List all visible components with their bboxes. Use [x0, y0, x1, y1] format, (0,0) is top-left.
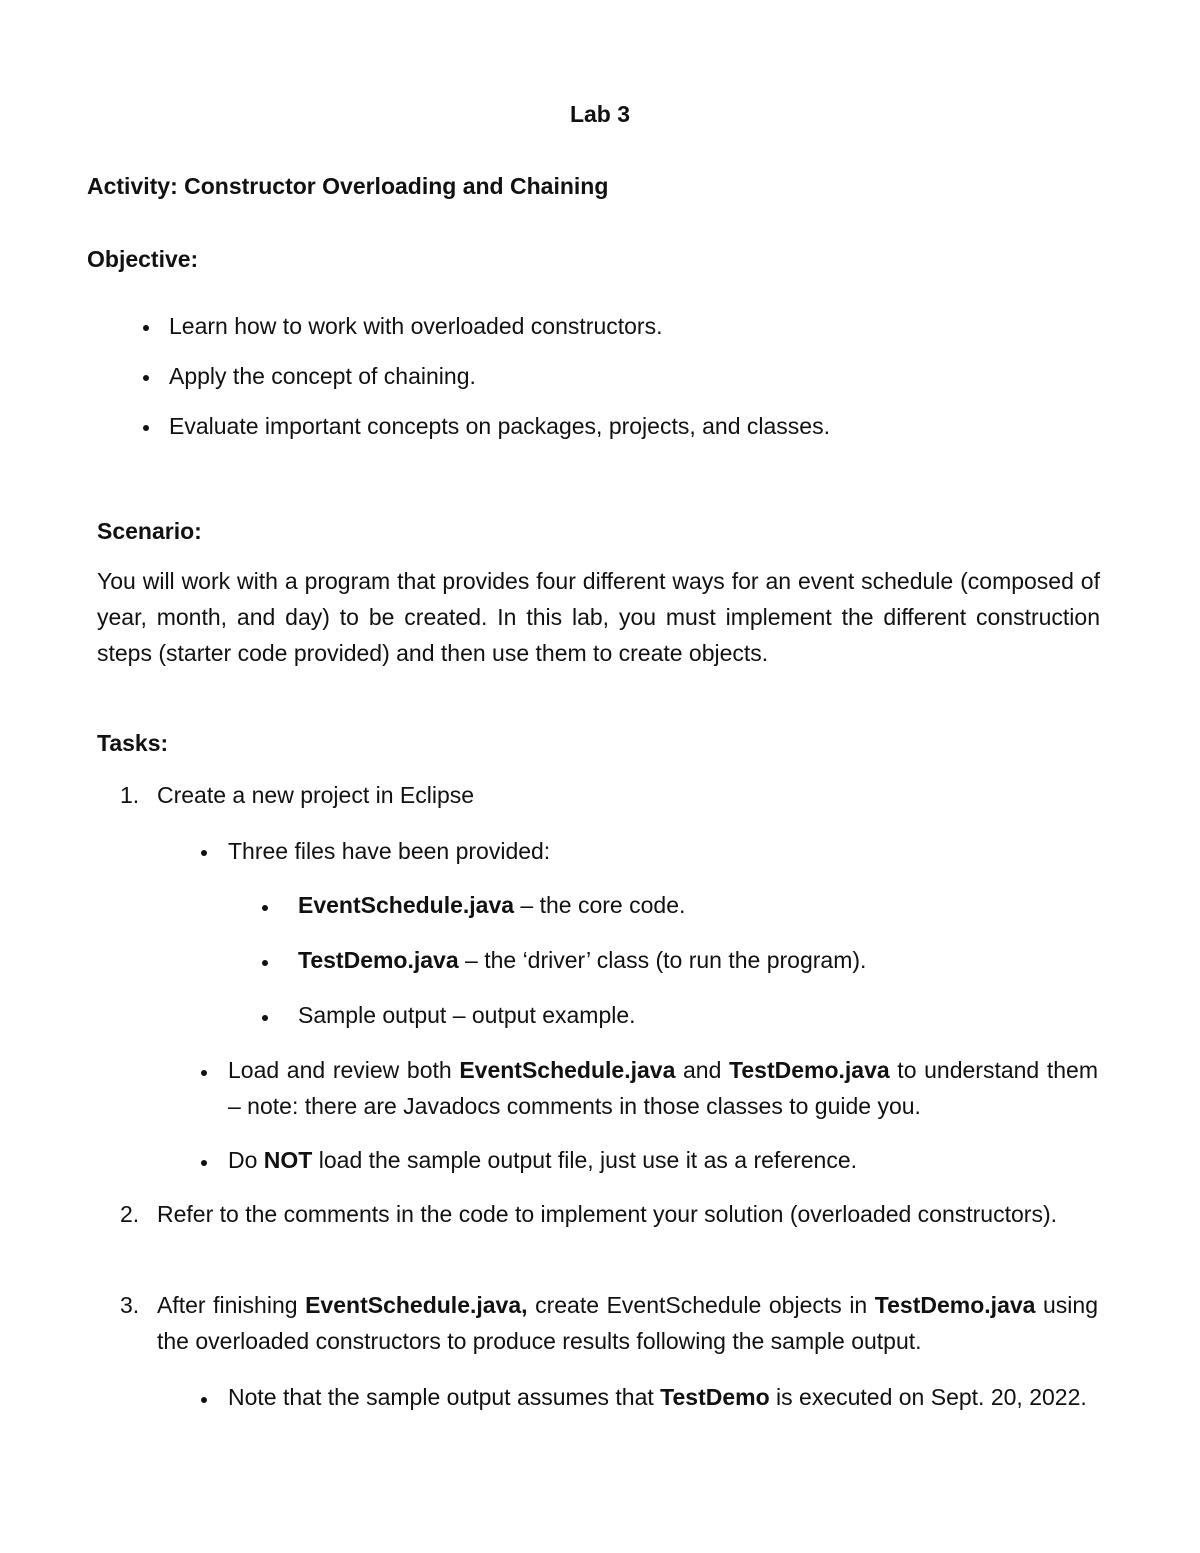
- text-run: using the overloaded constructors to produce results following the sample output.: [157, 1292, 1098, 1354]
- emphasis: NOT: [263, 1147, 313, 1173]
- doc-title: Lab 3: [569, 101, 631, 127]
- class-name: TestDemo: [660, 1384, 770, 1410]
- scenario-heading: Scenario:: [97, 518, 202, 544]
- file-name: EventSchedule.java,: [305, 1292, 528, 1318]
- bullet-icon: [262, 1015, 268, 1021]
- bullet-icon: [201, 1070, 207, 1076]
- text-run: and: [675, 1057, 730, 1083]
- file-item: [298, 892, 685, 919]
- objective-item-text: Evaluate important concepts on packages, projects, and classes.: [169, 413, 830, 439]
- task-text: Refer to the comments in the code to implement your solution (overloaded constructors).: [157, 1201, 1057, 1227]
- text-run: Load and review both: [228, 1057, 460, 1083]
- text-run: Do: [228, 1147, 264, 1173]
- task-note: [228, 1379, 1098, 1415]
- task-number: 3.: [120, 1292, 140, 1318]
- bullet-icon: [262, 960, 268, 966]
- file-name: EventSchedule.java: [298, 892, 515, 918]
- file-desc: – the ‘driver’ class (to run the program).: [458, 947, 867, 973]
- text-run: create EventSchedule objects in: [527, 1292, 875, 1318]
- task-subitem: [228, 1147, 857, 1174]
- task-text: Create a new project in Eclipse: [157, 782, 475, 808]
- text-run: load the sample output file, just use it as a reference.: [312, 1147, 858, 1173]
- file-item: [298, 947, 866, 974]
- text-run: Note that the sample output assumes that: [228, 1384, 661, 1410]
- activity-heading: Activity: Constructor Overloading and Chaining: [87, 173, 609, 199]
- objective-heading: Objective:: [87, 246, 199, 272]
- task-subitem: [228, 1052, 1098, 1124]
- file-name: TestDemo.java: [298, 947, 459, 973]
- bullet-icon: [143, 425, 149, 431]
- bullet-icon: [201, 1160, 207, 1166]
- scenario-text: You will work with a program that provides four different ways for an event schedule (composed of year, month, and day) to be created. In this lab, you must implement the different construction steps (starter code provided) and then use them to create objects.: [97, 568, 1100, 666]
- file-name: EventSchedule.java: [459, 1057, 676, 1083]
- task-number: 2.: [120, 1201, 140, 1227]
- bullet-icon: [201, 850, 207, 856]
- task-subitem: Three files have been provided:: [228, 838, 551, 864]
- file-name: TestDemo.java: [874, 1292, 1036, 1318]
- tasks-heading: Tasks:: [97, 730, 169, 756]
- file-item: [298, 1002, 636, 1029]
- bullet-icon: [262, 905, 268, 911]
- text-run: to understand them – note: there are Javadocs comments in those classes to guide you.: [228, 1057, 1098, 1119]
- file-desc: Sample output – output example.: [298, 1002, 636, 1028]
- file-desc: – the core code.: [514, 892, 686, 918]
- bullet-icon: [143, 325, 149, 331]
- bullet-icon: [143, 375, 149, 381]
- text-run: After finishing: [157, 1292, 306, 1318]
- task-text: [157, 1287, 1098, 1359]
- bullet-icon: [201, 1397, 207, 1403]
- objective-item-text: Learn how to work with overloaded constructors.: [169, 313, 663, 339]
- task-number: 1.: [120, 782, 140, 808]
- text-run: is executed on Sept. 20, 2022.: [769, 1384, 1087, 1410]
- file-name: TestDemo.java: [729, 1057, 890, 1083]
- objective-item-text: Apply the concept of chaining.: [169, 363, 476, 389]
